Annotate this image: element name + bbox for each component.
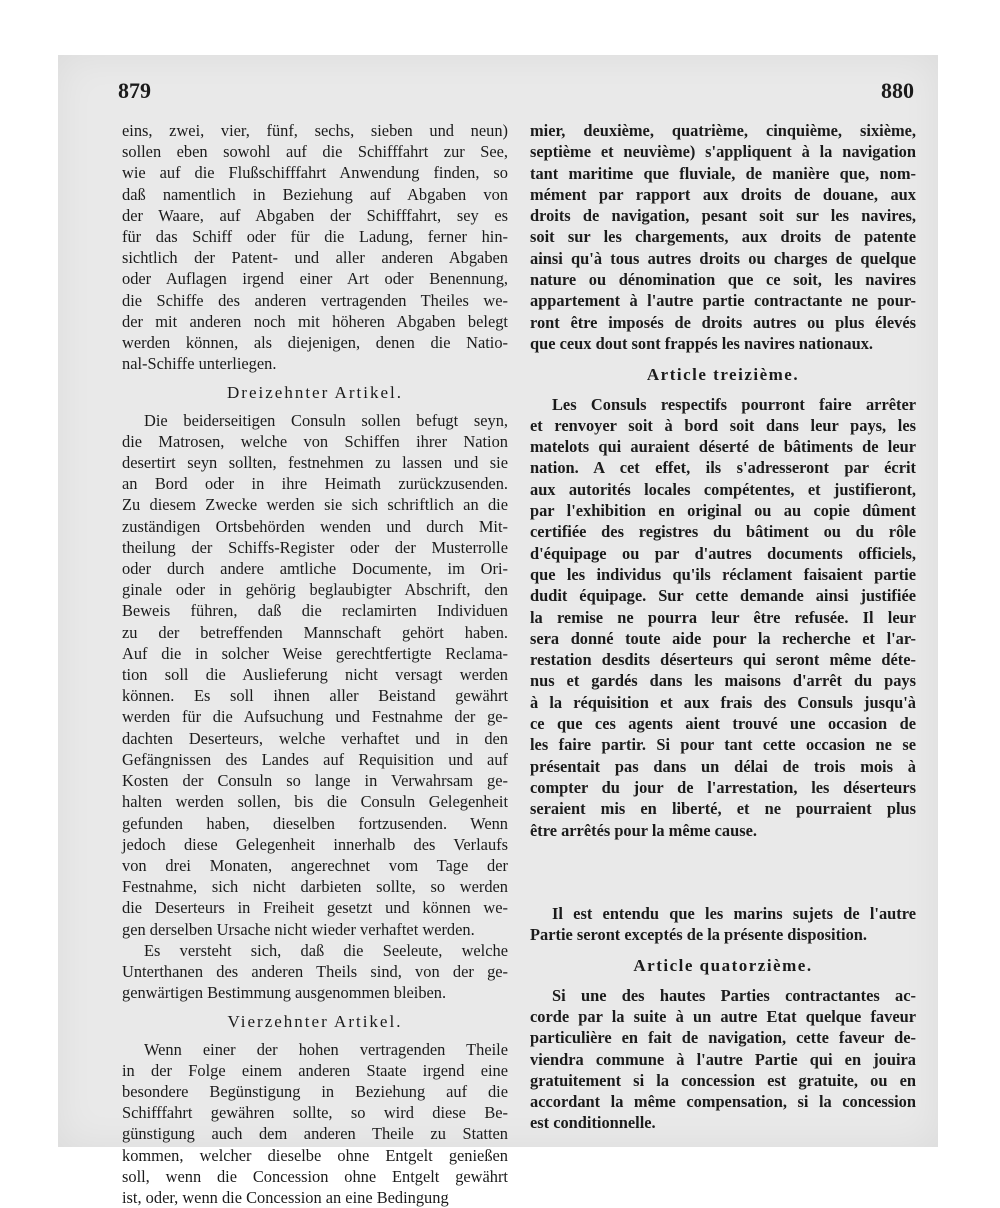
text-line: desertirt seyn sollten, festnehmen zu lassen und sie	[122, 453, 508, 473]
text-line: Auf die in solcher Weise gerechtfertigte Reclama-	[122, 643, 508, 663]
text-line: mément par rapport aux droits de douane, aux	[530, 184, 916, 204]
article-14-heading-german: Vierzehnter Artikel.	[227, 1012, 403, 1032]
text-line: être arrêtés pour la même cause.	[530, 820, 757, 840]
text-line: von drei Monaten, angerechnet vom Tage der	[122, 855, 508, 875]
text-line: halten werden sollen, bis die Consuln Gelegenheit	[122, 792, 508, 812]
text-line: dudit équipage. Sur cette demande ainsi justifiée	[530, 586, 916, 606]
text-line: Il est entendu que les marins sujets de l'autre	[552, 903, 916, 923]
text-line: Beweis führen, daß die reclamirten Individuen	[122, 601, 508, 621]
text-line: theilung der Schiffs-Register oder der Musterrolle	[122, 537, 508, 557]
text-line: die Matrosen, welche von Schiffen ihrer Nation	[122, 431, 508, 451]
article-14-text-french	[530, 985, 916, 1134]
text-line: daß namentlich in Beziehung auf Abgaben von	[122, 184, 508, 204]
text-line: oder Auflagen irgend einer Art oder Benennung,	[122, 269, 508, 289]
paragraph-continuation-german	[122, 120, 508, 374]
text-line: für das Schiff oder für die Ladung, ferner hin-	[122, 227, 508, 247]
text-line: et renvoyer soit à bord soit dans leur pays, les	[530, 415, 916, 435]
text-line: Kosten der Consuln so lange in Verwahrsam ge-	[122, 771, 508, 791]
text-line: Wenn einer der hohen vertragenden Theile	[144, 1039, 508, 1059]
text-line: werden für die Aufsuchung und Festnahme der ge-	[122, 707, 508, 727]
text-line: par l'exhibition en original ou au copie dûment	[530, 501, 916, 521]
text-line: gratuitement si la concession est gratuite, ou en	[530, 1070, 916, 1090]
text-line: zu der betreffenden Mannschaft gehört haben.	[122, 622, 508, 642]
text-line: ainsi qu'à tous autres droits ou charges de quelque	[530, 248, 916, 268]
text-line: können. Es soll ihnen aller Beistand gewährt	[122, 686, 508, 706]
text-line: gefunden haben, dieselben fortzusenden. Wenn	[122, 813, 508, 833]
text-line: accordant la même compensation, si la concession	[530, 1092, 916, 1112]
text-line: werden können, als diejenigen, denen die Natio-	[122, 333, 508, 353]
text-line: Les Consuls respectifs pourront faire arrêter	[552, 394, 916, 414]
article-13-heading-french: Article treizième.	[646, 365, 800, 385]
article-13-exception-french	[530, 903, 916, 946]
text-line: seraient mis en liberté, et ne pourraient plus	[530, 799, 916, 819]
text-line: genwärtigen Bestimmung ausgenommen bleiben.	[122, 983, 447, 1003]
text-line: nation. A cet effet, ils s'adresseront par écrit	[530, 458, 916, 478]
text-line: sera donné toute aide pour la recherche et l'ar-	[530, 628, 916, 648]
article-14-heading-french: Article quatorzième.	[633, 956, 813, 976]
article-13-text-german	[122, 410, 508, 1004]
text-line: soit sur les chargements, aux droits de patente	[530, 227, 916, 247]
article-13-text-french	[530, 394, 916, 841]
text-line: die Deserteurs in Freiheit gesetzt und können we-	[122, 898, 508, 918]
text-line: jedoch diese Gelegenheit innerhalb des Verlaufs	[122, 834, 508, 854]
text-line: günstigung auch dem anderen Theile zu Statten	[122, 1124, 508, 1144]
text-line: est conditionnelle.	[530, 1113, 656, 1133]
text-line: d'équipage ou par d'autres documents officiels,	[530, 543, 916, 563]
text-line: sollen eben sowohl auf die Schifffahrt zur See,	[122, 142, 508, 162]
text-line: nus et gardés dans les maisons d'arrêt du pays	[530, 671, 916, 691]
french-column	[530, 120, 916, 1134]
text-line: der mit anderen noch mit höheren Abgaben belegt	[122, 311, 508, 331]
text-line: ist, oder, wenn die Concession an eine Bedingung	[122, 1187, 449, 1207]
text-line: sichtlich der Patent- und aller anderen Abgaben	[122, 248, 508, 268]
text-line: à la réquisition et aux frais des Consuls jusqu'à	[530, 692, 916, 712]
text-line: die Schiffe des anderen vertragenden Theiles we-	[122, 290, 508, 310]
text-line: la remise ne pourra leur être refusée. Il leur	[530, 607, 916, 627]
text-line: der Waare, auf Abgaben der Schifffahrt, sey es	[122, 205, 508, 225]
page-number-right: 880	[881, 78, 914, 103]
text-line: in der Folge einem anderen Staate irgend eine	[122, 1060, 508, 1080]
text-line: matelots qui auraient déserté de bâtiments de leur	[530, 437, 916, 457]
text-line: viendra commune à l'autre Partie qui en jouira	[530, 1049, 916, 1069]
text-line: wie auf die Flußschifffahrt Anwendung finden, so	[122, 163, 508, 183]
text-line: dachten Deserteurs, welche verhaftet und in den	[122, 728, 508, 748]
text-line: soll, wenn die Concession ohne Entgelt gewährt	[122, 1166, 508, 1186]
text-line: Unterthanen des anderen Theils sind, von der ge-	[122, 961, 508, 981]
text-line: Partie seront exceptés de la présente disposition.	[530, 925, 868, 945]
text-line: mier, deuxième, quatrième, cinquième, sixième,	[530, 121, 916, 140]
text-line: droits de navigation, pesant soit sur les navires,	[530, 206, 916, 226]
text-line: Die beiderseitigen Consuln sollen befugt seyn,	[144, 410, 508, 430]
text-line: Zu diesem Zwecke werden sie sich schriftlich an die	[122, 495, 508, 515]
text-line: que les individus qu'ils réclament faisaient partie	[530, 564, 916, 584]
text-line: particulière en fait de navigation, cette faveur de-	[530, 1028, 916, 1048]
text-line: Es versteht sich, daß die Seeleute, welche	[144, 940, 508, 960]
text-line: Gefängnissen des Landes auf Requisition und auf	[122, 749, 508, 769]
text-line: an Bord oder in ihre Heimath zurückzusenden.	[122, 474, 508, 494]
text-line: aux autorités locales compétentes, et justifieront,	[530, 479, 916, 499]
paragraph-continuation-french	[530, 120, 916, 354]
text-line: nature ou dénomination que ce soit, les navires	[530, 270, 916, 290]
text-line: eins, zwei, vier, fünf, sechs, sieben und neun)	[122, 121, 508, 140]
text-line: tant maritime que fluviale, de manière que, nom-	[530, 163, 916, 183]
text-line: ront être imposés de droits autres ou plus élevés	[530, 312, 916, 332]
text-line: les faire partir. Si pour tant cette occasion ne se	[530, 735, 916, 755]
text-line: corde par la suite à un autre Etat quelque faveur	[530, 1006, 916, 1026]
text-line: kommen, welcher dieselbe ohne Entgelt genießen	[122, 1145, 508, 1165]
text-line: que ceux dout sont frappés les navires nationaux.	[530, 333, 874, 353]
text-line: Schifffahrt gewähren sollte, so wird diese Be-	[122, 1103, 508, 1123]
text-line: ce que ces agents aient trouvé une occasion de	[530, 714, 916, 734]
text-line: tion soll die Auslieferung nicht versagt werden	[122, 665, 508, 685]
german-column	[122, 120, 508, 1208]
text-line: Si une des hautes Parties contractantes ac-	[552, 985, 916, 1005]
text-line: ginale oder in gehörig beglaubigter Abschrift, den	[122, 580, 508, 600]
text-line: oder durch andere amtliche Documente, im Ori-	[122, 559, 508, 579]
text-line: gen derselben Ursache nicht wieder verhaftet werden.	[122, 919, 475, 939]
text-line: compter du jour de l'arrestation, les déserteurs	[530, 777, 916, 797]
page-number-left: 879	[118, 78, 151, 103]
text-line: Festnahme, sich nicht darbieten sollte, so werden	[122, 877, 508, 897]
text-line: septième et neuvième) s'appliquent à la navigation	[530, 142, 916, 162]
text-line: présentait pas dans un délai de trois mois à	[530, 756, 916, 776]
text-line: nal-Schiffe unterliegen.	[122, 354, 277, 374]
text-line: zuständigen Ortsbehörden wenden und durch Mit-	[122, 516, 508, 536]
article-13-heading-german: Dreizehnter Artikel.	[227, 383, 403, 403]
article-14-text-german	[122, 1039, 508, 1208]
text-line: certifiée des registres du bâtiment ou du rôle	[530, 522, 916, 542]
text-line: appartement à l'autre partie contractante ne pour-	[530, 291, 916, 311]
text-line: restation desdits déserteurs qui seront même déte-	[530, 650, 916, 670]
text-line: besondere Begünstigung in Beziehung auf die	[122, 1081, 508, 1101]
